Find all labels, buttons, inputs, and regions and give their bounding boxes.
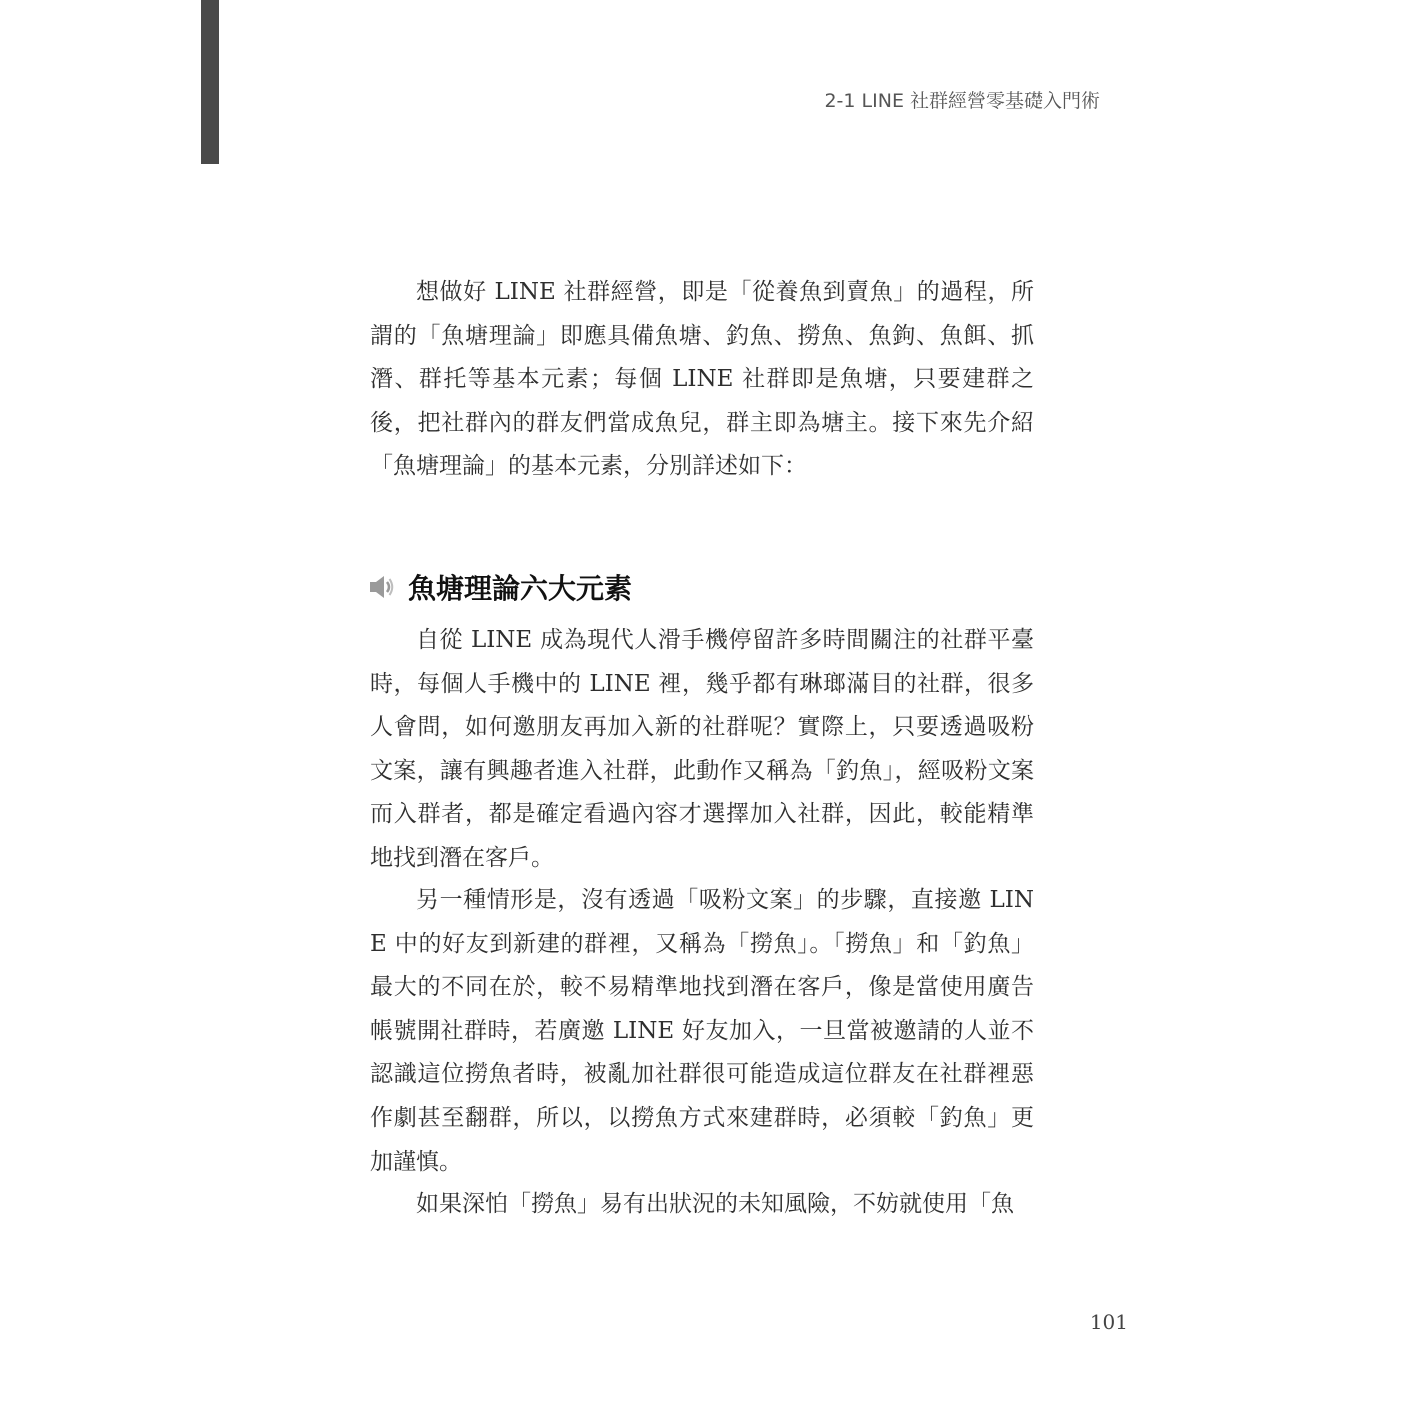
intro-paragraph: 想做好 LINE 社群經營，即是「從養魚到賣魚」的過程，所謂的「魚塘理論」即應具備魚塘、釣魚、撈魚、魚鉤、魚餌、抓潛、群托等基本元素；每個 LINE 社群即是魚塘，只要建群之後，把社群內的群友們當成魚兒，群主即為塘主。接下來先介紹「魚塘理論」的基本元素，分別詳述如下：: [370, 279, 1034, 480]
speaker-icon: [368, 573, 396, 601]
section-heading: [368, 563, 632, 611]
chapter-side-bar: [201, 0, 219, 164]
running-header: 2-1 LINE 社群經營零基礎入門術: [824, 90, 1100, 112]
body-paragraph: 如果深怕「撈魚」易有出狀況的未知風險，不妨就使用「魚: [416, 1191, 1014, 1217]
page-number: 101: [1089, 1310, 1128, 1334]
body-paragraph: 另一種情形是，沒有透過「吸粉文案」的步驟，直接邀 LINE 中的好友到新建的群裡，又稱為「撈魚」。「撈魚」和「釣魚」最大的不同在於，較不易精準地找到潛在客戶，像是當使用廣告帳號開社群時，若廣邀 LINE 好友加入，一旦當被邀請的人並不認識這位撈魚者時，被亂加社群很可能造成這位群友在社群裡惡作劇甚至翻群，所以，以撈魚方式來建群時，必須較「釣魚」更加謹慎。: [370, 887, 1034, 1175]
body-paragraph: 自從 LINE 成為現代人滑手機停留許多時間關注的社群平臺時，每個人手機中的 LINE 裡，幾乎都有琳瑯滿目的社群，很多人會問，如何邀朋友再加入新的社群呢？實際上，只要透過吸粉文案，讓有興趣者進入社群，此動作又稱為「釣魚」，經吸粉文案而入群者，都是確定看過內容才選擇加入社群，因此，較能精準地找到潛在客戶。: [370, 627, 1034, 871]
section-heading-text: 魚塘理論六大元素: [408, 572, 633, 605]
